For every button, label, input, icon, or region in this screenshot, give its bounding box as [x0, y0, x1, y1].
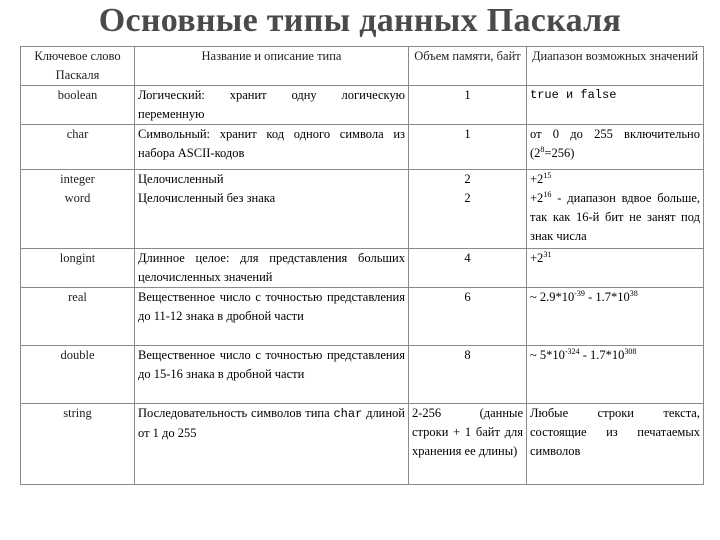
size-integer: 2 — [464, 172, 471, 186]
desc-text-end: длиной от 1 до 255 — [138, 406, 405, 440]
table-row — [21, 404, 704, 485]
table-row — [21, 346, 704, 404]
table-row — [21, 249, 704, 288]
size-cell: 4 — [409, 249, 527, 288]
keyword-integer: integer — [60, 172, 95, 186]
range-base: ~ 2.9*10 — [530, 290, 575, 304]
table-row — [21, 170, 704, 249]
range-text: от 0 до 255 включительно (2 — [530, 127, 700, 160]
range-base: ~ 5*10 — [530, 348, 565, 362]
keyword-cell — [21, 170, 135, 249]
range-exponent: -324 — [564, 346, 580, 356]
desc-code: char — [333, 407, 363, 421]
header-row — [21, 47, 704, 86]
keyword-cell: string — [21, 404, 135, 485]
range-base-upper: - 1.7*10 — [584, 290, 630, 304]
range-exponent-upper: 38 — [629, 288, 638, 298]
range-exponent-upper: 308 — [624, 346, 637, 356]
desc-cell: Вещественное число с точностью представления до 15-16 знака в дробной части — [135, 346, 409, 404]
keyword-cell: double — [21, 346, 135, 404]
desc-cell: Длинное целое: для представления больших целочисленных значений — [135, 249, 409, 288]
range-cell — [527, 170, 704, 249]
keyword-cell: longint — [21, 249, 135, 288]
size-cell: 8 — [409, 346, 527, 404]
range-cell — [527, 288, 704, 346]
range-text-end: =256) — [544, 146, 575, 160]
header-size: Объем памяти, байт — [409, 47, 527, 86]
range-exponent: 31 — [543, 249, 552, 259]
range-cell — [527, 346, 704, 404]
header-name: Название и описание типа — [135, 47, 409, 86]
size-cell — [409, 170, 527, 249]
page-title: Основные типы данных Паскаля — [98, 2, 622, 39]
desc-text: Последовательность символов типа — [138, 406, 334, 420]
range-exponent: 8 — [540, 144, 545, 154]
table-row — [21, 125, 704, 170]
keyword-cell: boolean — [21, 86, 135, 125]
header-range: Диапазон возможных значений — [527, 47, 704, 86]
range-base-upper: - 1.7*10 — [579, 348, 625, 362]
range-integer — [530, 170, 700, 189]
keyword-cell: real — [21, 288, 135, 346]
range-cell: Любые строки текста, состоящие из печатаемых символов — [527, 404, 704, 485]
table-row — [21, 288, 704, 346]
desc-cell: Символьный: хранит код одного символа из набора ASCII-кодов — [135, 125, 409, 170]
range-note: - диапазон вдвое больше, так как 16-й бит не занят под знак числа — [530, 191, 700, 243]
desc-cell: Логический: хранит одну логическую переменную — [135, 86, 409, 125]
table-row — [21, 86, 704, 125]
size-cell: 1 — [409, 125, 527, 170]
range-cell — [527, 249, 704, 288]
desc-cell — [135, 404, 409, 485]
range-base: +2 — [530, 251, 544, 265]
size-word: 2 — [464, 191, 471, 205]
desc-word: Целочисленный без знака — [138, 191, 276, 205]
size-cell: 6 — [409, 288, 527, 346]
range-exponent: -39 — [574, 288, 585, 298]
range-base: +2 — [530, 191, 544, 205]
desc-cell — [135, 170, 409, 249]
desc-integer: Целочисленный — [138, 172, 224, 186]
desc-cell: Вещественное число с точностью представления до 11-12 знака в дробной части — [135, 288, 409, 346]
range-word — [530, 189, 700, 246]
range-exponent: 16 — [543, 189, 552, 199]
range-base: +2 — [530, 172, 544, 186]
size-cell: 2-256 (данные строки + 1 байт для хранения ее длины) — [409, 404, 527, 485]
keyword-cell: char — [21, 125, 135, 170]
range-exponent: 15 — [543, 170, 552, 180]
size-cell: 1 — [409, 86, 527, 125]
header-keyword: Ключевое слово Паскаля — [21, 47, 135, 86]
range-cell — [527, 125, 704, 170]
data-types-table — [20, 46, 704, 485]
range-cell: true и false — [527, 86, 704, 125]
keyword-word: word — [64, 191, 91, 205]
